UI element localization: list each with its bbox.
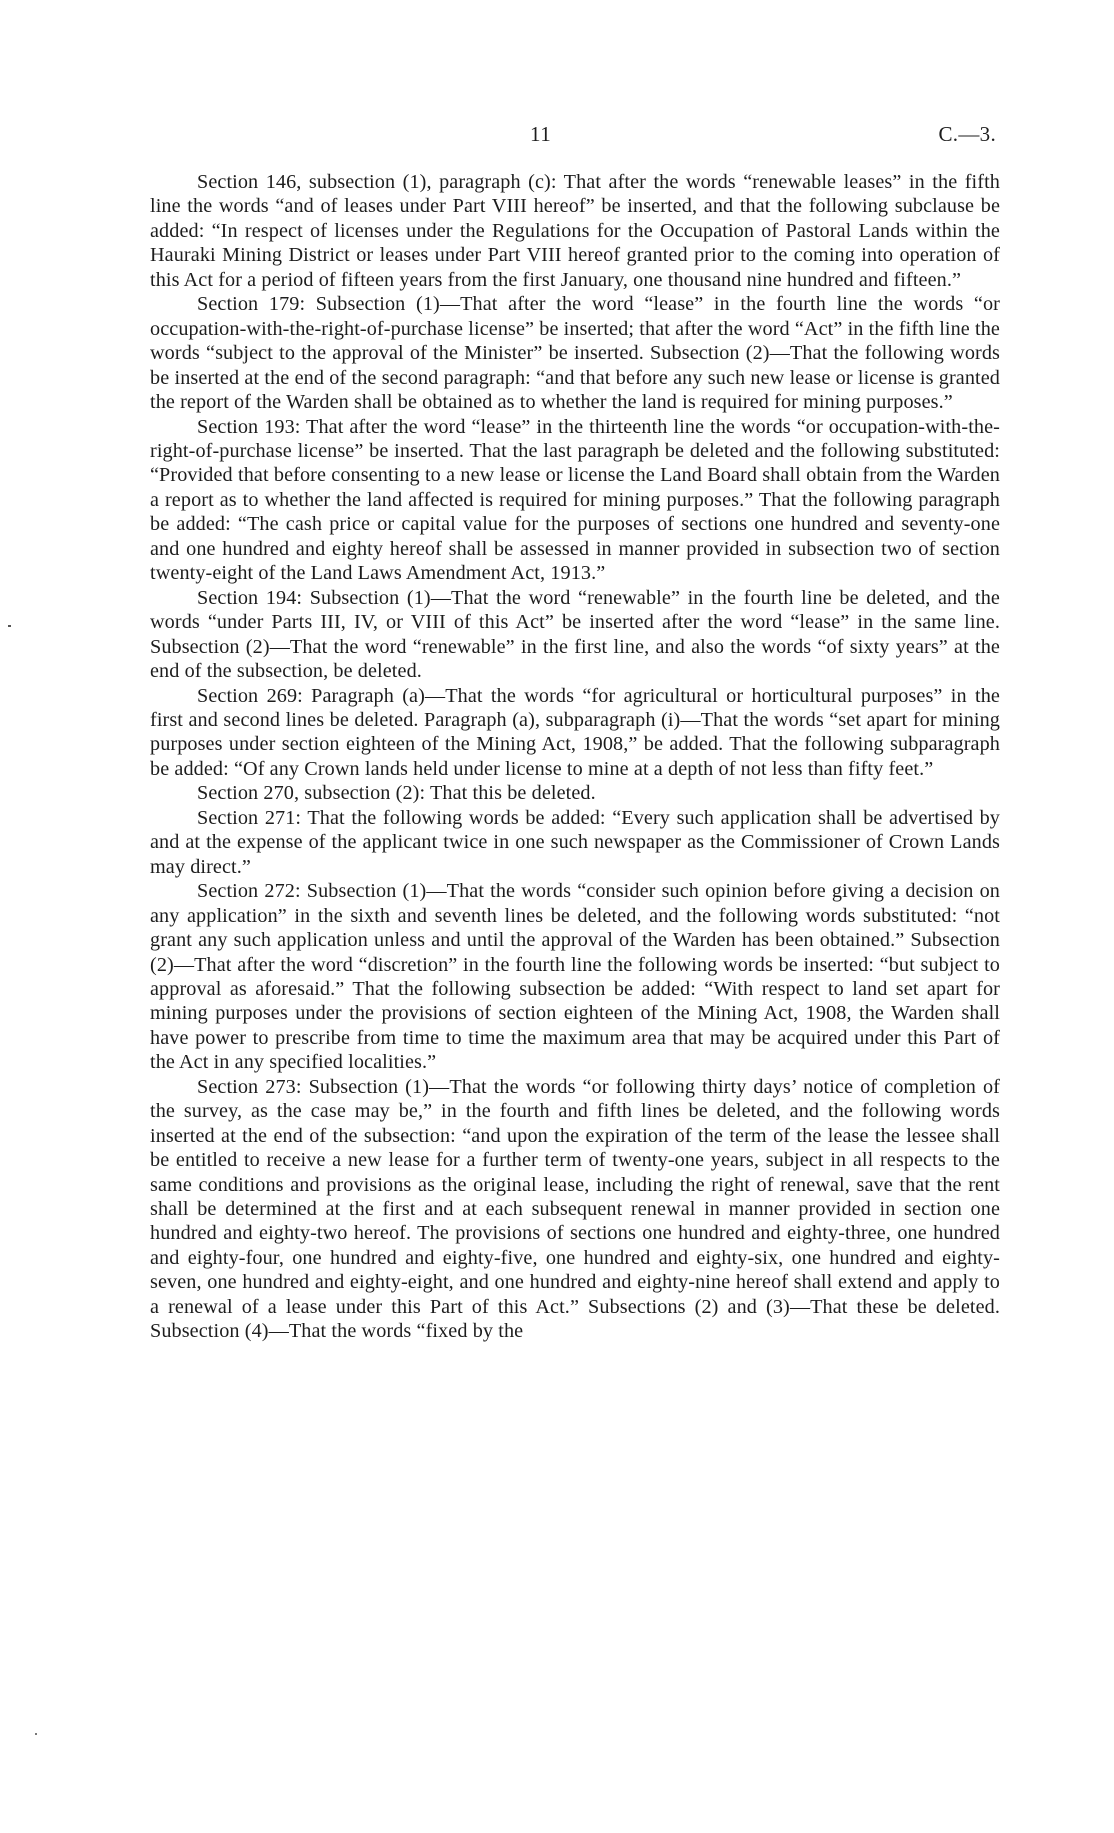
paragraph-section-179: Section 179: Subsection (1)—That after the word “lease” in the fourth line the words “or occupation-with-the-right-of-purchase license” be inserted; that after the word “Act” in the fifth line the words “subject to the approval of the Minister” be inserted. Subsection (2)—That the following words be inserted at the end of the second paragraph: “and that before any such new lease or license is granted the report of the Warden shall be obtained as to whether the land is required for mining purposes.”	[150, 293, 1000, 414]
paragraph-section-146: Section 146, subsection (1), paragraph (c): That after the words “renewable leases” in the fifth line the words “and of leases under Part VIII hereof” be inserted, and that the following subclause be added: “In respect of licenses under the Regulations for the Occupation of Pastoral Lands within the Hauraki Mining District or leases under Part VIII hereof granted prior to the coming into operation of this Act for a period of fifteen years from the first January, one thousand nine hundred and fifteen.”	[150, 171, 1000, 291]
scan-speck	[8, 625, 11, 627]
paragraph-section-271: Section 271: That the following words be added: “Every such application shall be advertised by and at the expense of the applicant twice in one such newspaper as the Commissioner of Crown Lands may direct.”	[150, 806, 1000, 878]
paragraph-section-194: Section 194: Subsection (1)—That the word “renewable” in the fourth line be deleted, and the words “under Parts III, IV, or VIII of this Act” be inserted after the word “lease” in the same line. Subsection (2)—That the word “renewable” in the first line, and also the words “of sixty years” at the end of the subsection, be deleted.	[150, 586, 1000, 683]
body-text	[150, 170, 1000, 1344]
paragraph-section-273: Section 273: Subsection (1)—That the words “or following thirty days’ notice of completion of the survey, as the case may be,” in the fourth and fifth lines be deleted, and the following words inserted at the end of the subsection: “and upon the expiration of the term of the lease the lessee shall be entitled to receive a new lease for a further term of twenty-one years, subject in all respects to the same conditions and provisions as the original lease, including the right of renewal, save that the rent shall be determined at the first and at each subsequent renewal in manner provided in section one hundred and eighty-two hereof. The provisions of sections one hundred and eighty-three, one hundred and eighty-four, one hundred and eighty-five, one hundred and eighty-six, one hundred and eighty-seven, one hundred and eighty-eight, and one hundred and eighty-nine hereof shall extend and apply to a renewal of a lease under this Part of this Act.” Subsections (2) and (3)—That these be deleted. Subsection (4)—That the words “fixed by the	[150, 1075, 1000, 1343]
scan-speck	[35, 1733, 37, 1735]
paragraph-section-270: Section 270, subsection (2): That this be deleted.	[197, 782, 596, 805]
paragraph-section-193: Section 193: That after the word “lease” in the thirteenth line the words “or occupation-with-the-right-of-purchase license” be inserted. That the last paragraph be deleted and the following substituted: “Provided that before consenting to a new lease or license the Land Board shall obtain from the Warden a report as to whether the land affected is required for mining purposes.” That the following paragraph be added: “The cash price or capital value for the purposes of sections one hundred and seventy-one and one hundred and eighty hereof shall be assessed in manner provided in subsection two of section twenty-eight of the Land Laws Amendment Act, 1913.”	[150, 415, 1000, 585]
paragraph-section-269: Section 269: Paragraph (a)—That the words “for agricultural or horticultural purposes” in the first and second lines be deleted. Paragraph (a), subparagraph (i)—That the words “set apart for mining purposes under section eighteen of the Mining Act, 1908,” be added. That the following subparagraph be added: “Of any Crown lands held under license to mine at a depth of not less than fifty feet.”	[150, 684, 1000, 780]
document-code: C.—3.	[938, 122, 996, 146]
page-header	[0, 122, 1114, 152]
page-number: 11	[530, 122, 552, 146]
paragraph-section-272: Section 272: Subsection (1)—That the words “consider such opinion before giving a decision on any application” in the sixth and seventh lines be deleted, and the following words substituted: “not grant any such application unless and until the approval of the Warden has been obtained.” Subsection (2)—That after the word “discretion” in the fourth line the following words be inserted: “but subject to approval as aforesaid.” That the following subsection be added: “With respect to land set apart for mining purposes under the provisions of section eighteen of the Mining Act, 1908, the Warden shall have power to prescribe from time to time the maximum area that may be acquired under this Part of the Act in any specified localities.”	[150, 880, 1000, 1074]
